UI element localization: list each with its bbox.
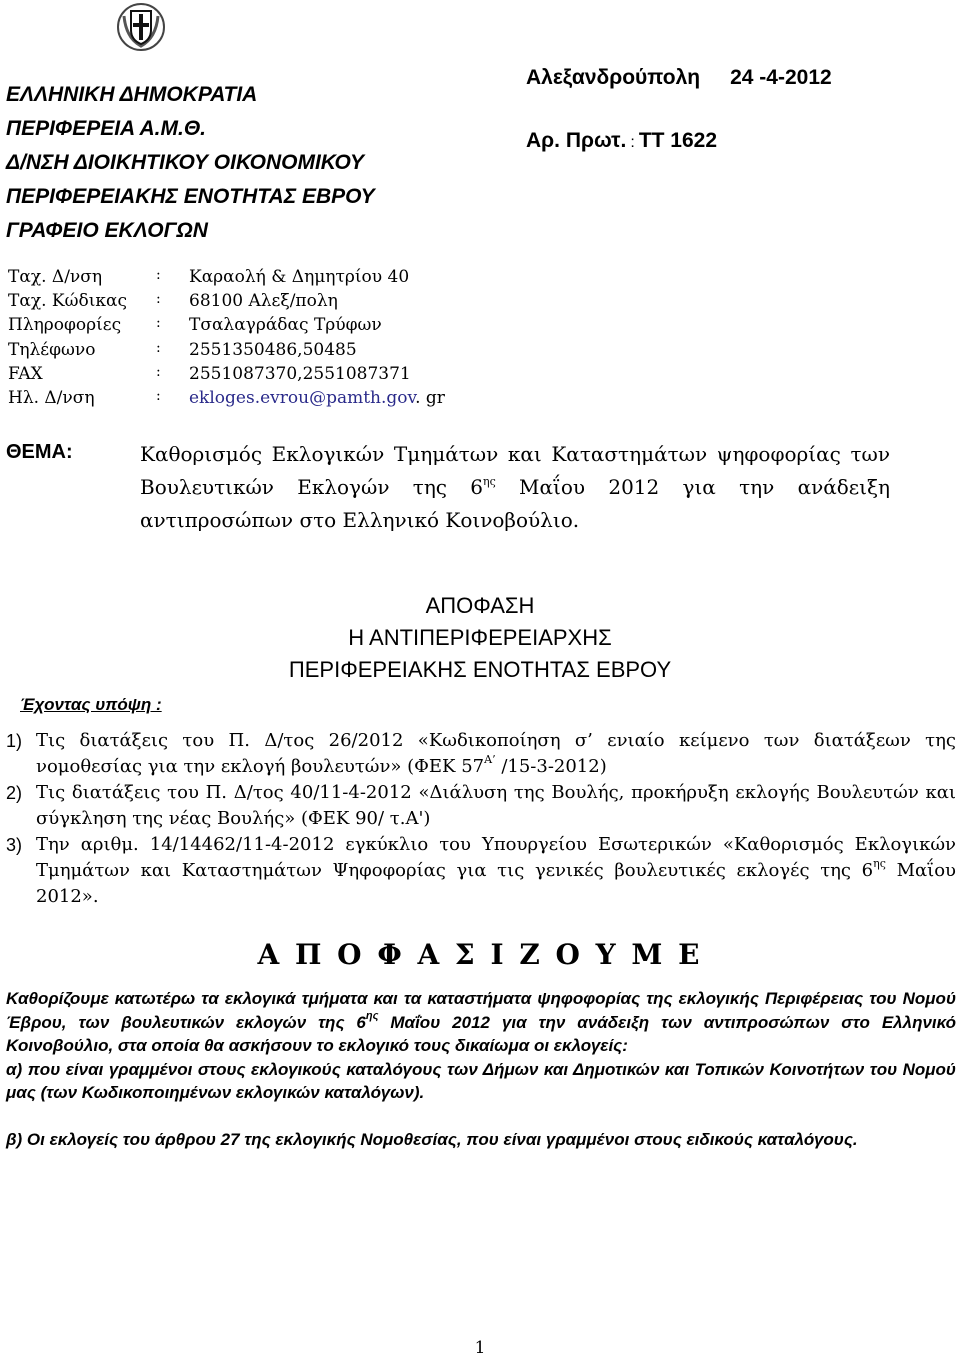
decree-text: Καθορίζουμε κατωτέρω τα εκλογικά τμήματα και τα καταστήματα ψηφοφορίας της εκλογικής Περιφέρειας του Νομού Έβρου, των βουλευτικών εκλογών της 6 bbox=[6, 989, 956, 1032]
contact-value: 2551087370,2551087371 bbox=[189, 363, 411, 384]
list-item-text: Τις διατάξεις του Π. Δ/τος 26/2012 «Κωδικοποίηση σ’ ενιαίο κείμενο των διατάξεων της νομοθεσίας για την εκλογή βουλευτών» (ΦΕΚ 57 bbox=[36, 730, 956, 777]
page-number: 1 bbox=[474, 1338, 486, 1358]
authority-line: ΠΕΡΙΦΕΡΕΙΑΚΗΣ ΕΝΟΤΗΤΑΣ ΕΒΡΟΥ bbox=[6, 185, 375, 208]
contact-separator: : bbox=[156, 291, 161, 308]
authority-line: ΠΕΡΙΦΕΡΕΙΑ Α.Μ.Θ. bbox=[6, 117, 206, 140]
list-item-text: Τις διατάξεις του Π. Δ/τος 40/11-4-2012 «Διάλυση της Βουλής, προκήρυξη εκλογής Βουλευτών και σύγκληση της νέας Βουλής» (ΦΕΚ 90/ τ.Α') bbox=[36, 782, 956, 829]
contact-value: Τσαλαγράδας Τρύφων bbox=[189, 315, 382, 336]
contact-separator: : bbox=[156, 315, 161, 332]
greek-coat-of-arms-icon bbox=[116, 2, 166, 52]
authority-line: ΕΛΛΗΝΙΚΗ ΔΗΜΟΚΡΑΤΙΑ bbox=[6, 83, 258, 106]
protocol-label: Αρ. Πρωτ. bbox=[526, 129, 627, 152]
decision-title bbox=[0, 590, 960, 686]
decree-body bbox=[6, 987, 956, 1151]
protocol-number bbox=[526, 129, 717, 153]
subject-superscript: ης bbox=[483, 475, 496, 488]
contact-label: FAX bbox=[8, 363, 43, 384]
decree-superscript: ης bbox=[365, 1009, 379, 1022]
subject-text-part: Καθορισμός Εκλογικών Τμημάτων και Καταστημάτων ψηφοφορίας των Βουλευτικών Εκλογών της 6 bbox=[140, 442, 890, 499]
contact-label: Ηλ. Δ/νση bbox=[8, 387, 95, 408]
decision-title-line: ΑΠΟΦΑΣΗ bbox=[425, 593, 535, 618]
having-in-mind-heading: Έχοντας υπόψη : bbox=[20, 695, 162, 714]
list-item-superscript: Α’ bbox=[484, 753, 496, 766]
protocol-separator: : bbox=[630, 134, 635, 151]
considerations-list bbox=[6, 728, 956, 910]
email-link[interactable]: ekloges.evrou@pamth.gov bbox=[189, 387, 416, 408]
list-item-number: 1) bbox=[6, 731, 23, 751]
decision-title-line: Η ΑΝΤΙΠΕΡΙΦΕΡΕΙΑΡΧΗΣ bbox=[348, 625, 612, 650]
contact-label: Ταχ. Κώδικας bbox=[8, 291, 128, 312]
date: 24 -4-2012 bbox=[730, 66, 832, 89]
authority-line: ΓΡΑΦΕΙΟ ΕΚΛΟΓΩΝ bbox=[6, 219, 208, 242]
list-item-superscript: ης bbox=[873, 857, 886, 870]
issuing-authority bbox=[6, 78, 375, 248]
list-item-text: Την αριθμ. 14/14462/11-4-2012 εγκύκλιο του Υπουργείου Εσωτερικών «Καθορισμός Εκλογικών Τμημάτων και Καταστημάτων Ψηφοφορίας για τις γενικές βουλευτικές εκλογές της 6 bbox=[36, 834, 956, 881]
list-item bbox=[6, 780, 956, 832]
contact-label: Ταχ. Δ/νση bbox=[8, 267, 103, 287]
email-suffix: . gr bbox=[415, 387, 445, 408]
list-item bbox=[6, 728, 956, 780]
protocol-value: ΤΤ 1622 bbox=[638, 129, 718, 152]
decree-paragraph: α) που είναι γραμμένοι στους εκλογικούς καταλόγους των Δήμων και Δημοτικών και Τοπικών Κοινοτήτων του Νομού μας (των Κωδικοποιημένων εκλογικών καταλόγων). bbox=[6, 1059, 956, 1102]
list-item-text: /15-3-2012) bbox=[495, 756, 607, 777]
contact-separator: : bbox=[156, 339, 161, 356]
list-item-text: Μαΐου 2012». bbox=[36, 860, 956, 907]
decree-text: Μαΐου 2012 για την ανάδειξη των αντιπροσώπων στο Ελληνικό Κοινοβούλιο, στα οποία θα ασκήσουν το εκλογικό τους δικαίωμα οι εκλογείς: bbox=[6, 1012, 956, 1055]
subject-text bbox=[140, 438, 890, 537]
email-field[interactable] bbox=[189, 386, 445, 410]
decree-heading: Α Π Ο Φ Α Σ Ι Ζ Ο Υ Μ Ε bbox=[257, 938, 703, 971]
contact-value: 2551350486,50485 bbox=[189, 339, 357, 360]
list-item bbox=[6, 832, 956, 910]
contact-label: Τηλέφωνο bbox=[8, 339, 96, 360]
decree-paragraph: β) Οι εκλογείς του άρθρου 27 της εκλογικής Νομοθεσίας, που είναι γραμμένοι στους ειδικούς καταλόγους. bbox=[6, 1129, 858, 1149]
list-item-number: 3) bbox=[6, 835, 23, 855]
list-item-number: 2) bbox=[6, 783, 23, 803]
subject-text-part: Μαΐου 2012 για την ανάδειξη αντιπροσώπων στο Ελληνικό Κοινοβούλιο. bbox=[140, 475, 890, 532]
contact-value: 68100 Αλεξ/πολη bbox=[189, 291, 338, 312]
contact-separator: : bbox=[156, 363, 161, 380]
contact-separator: : bbox=[156, 387, 161, 404]
subject-label: ΘΕΜΑ: bbox=[6, 441, 73, 463]
place: Αλεξανδρούπολη bbox=[526, 66, 701, 89]
contact-separator: : bbox=[156, 267, 161, 283]
contact-value: Καραολή & Δημητρίου 40 bbox=[189, 267, 410, 287]
decision-title-line: ΠΕΡΙΦΕΡΕΙΑΚΗΣ ΕΝΟΤΗΤΑΣ ΕΒΡΟΥ bbox=[288, 657, 672, 682]
authority-line: Δ/ΝΣΗ ΔΙΟΙΚΗΤΙΚΟΥ ΟΙΚΟΝΟΜΙΚΟΥ bbox=[6, 151, 364, 174]
place-and-date bbox=[526, 66, 832, 90]
decree-paragraph bbox=[6, 987, 956, 1058]
contact-label: Πληροφορίες bbox=[8, 315, 122, 336]
